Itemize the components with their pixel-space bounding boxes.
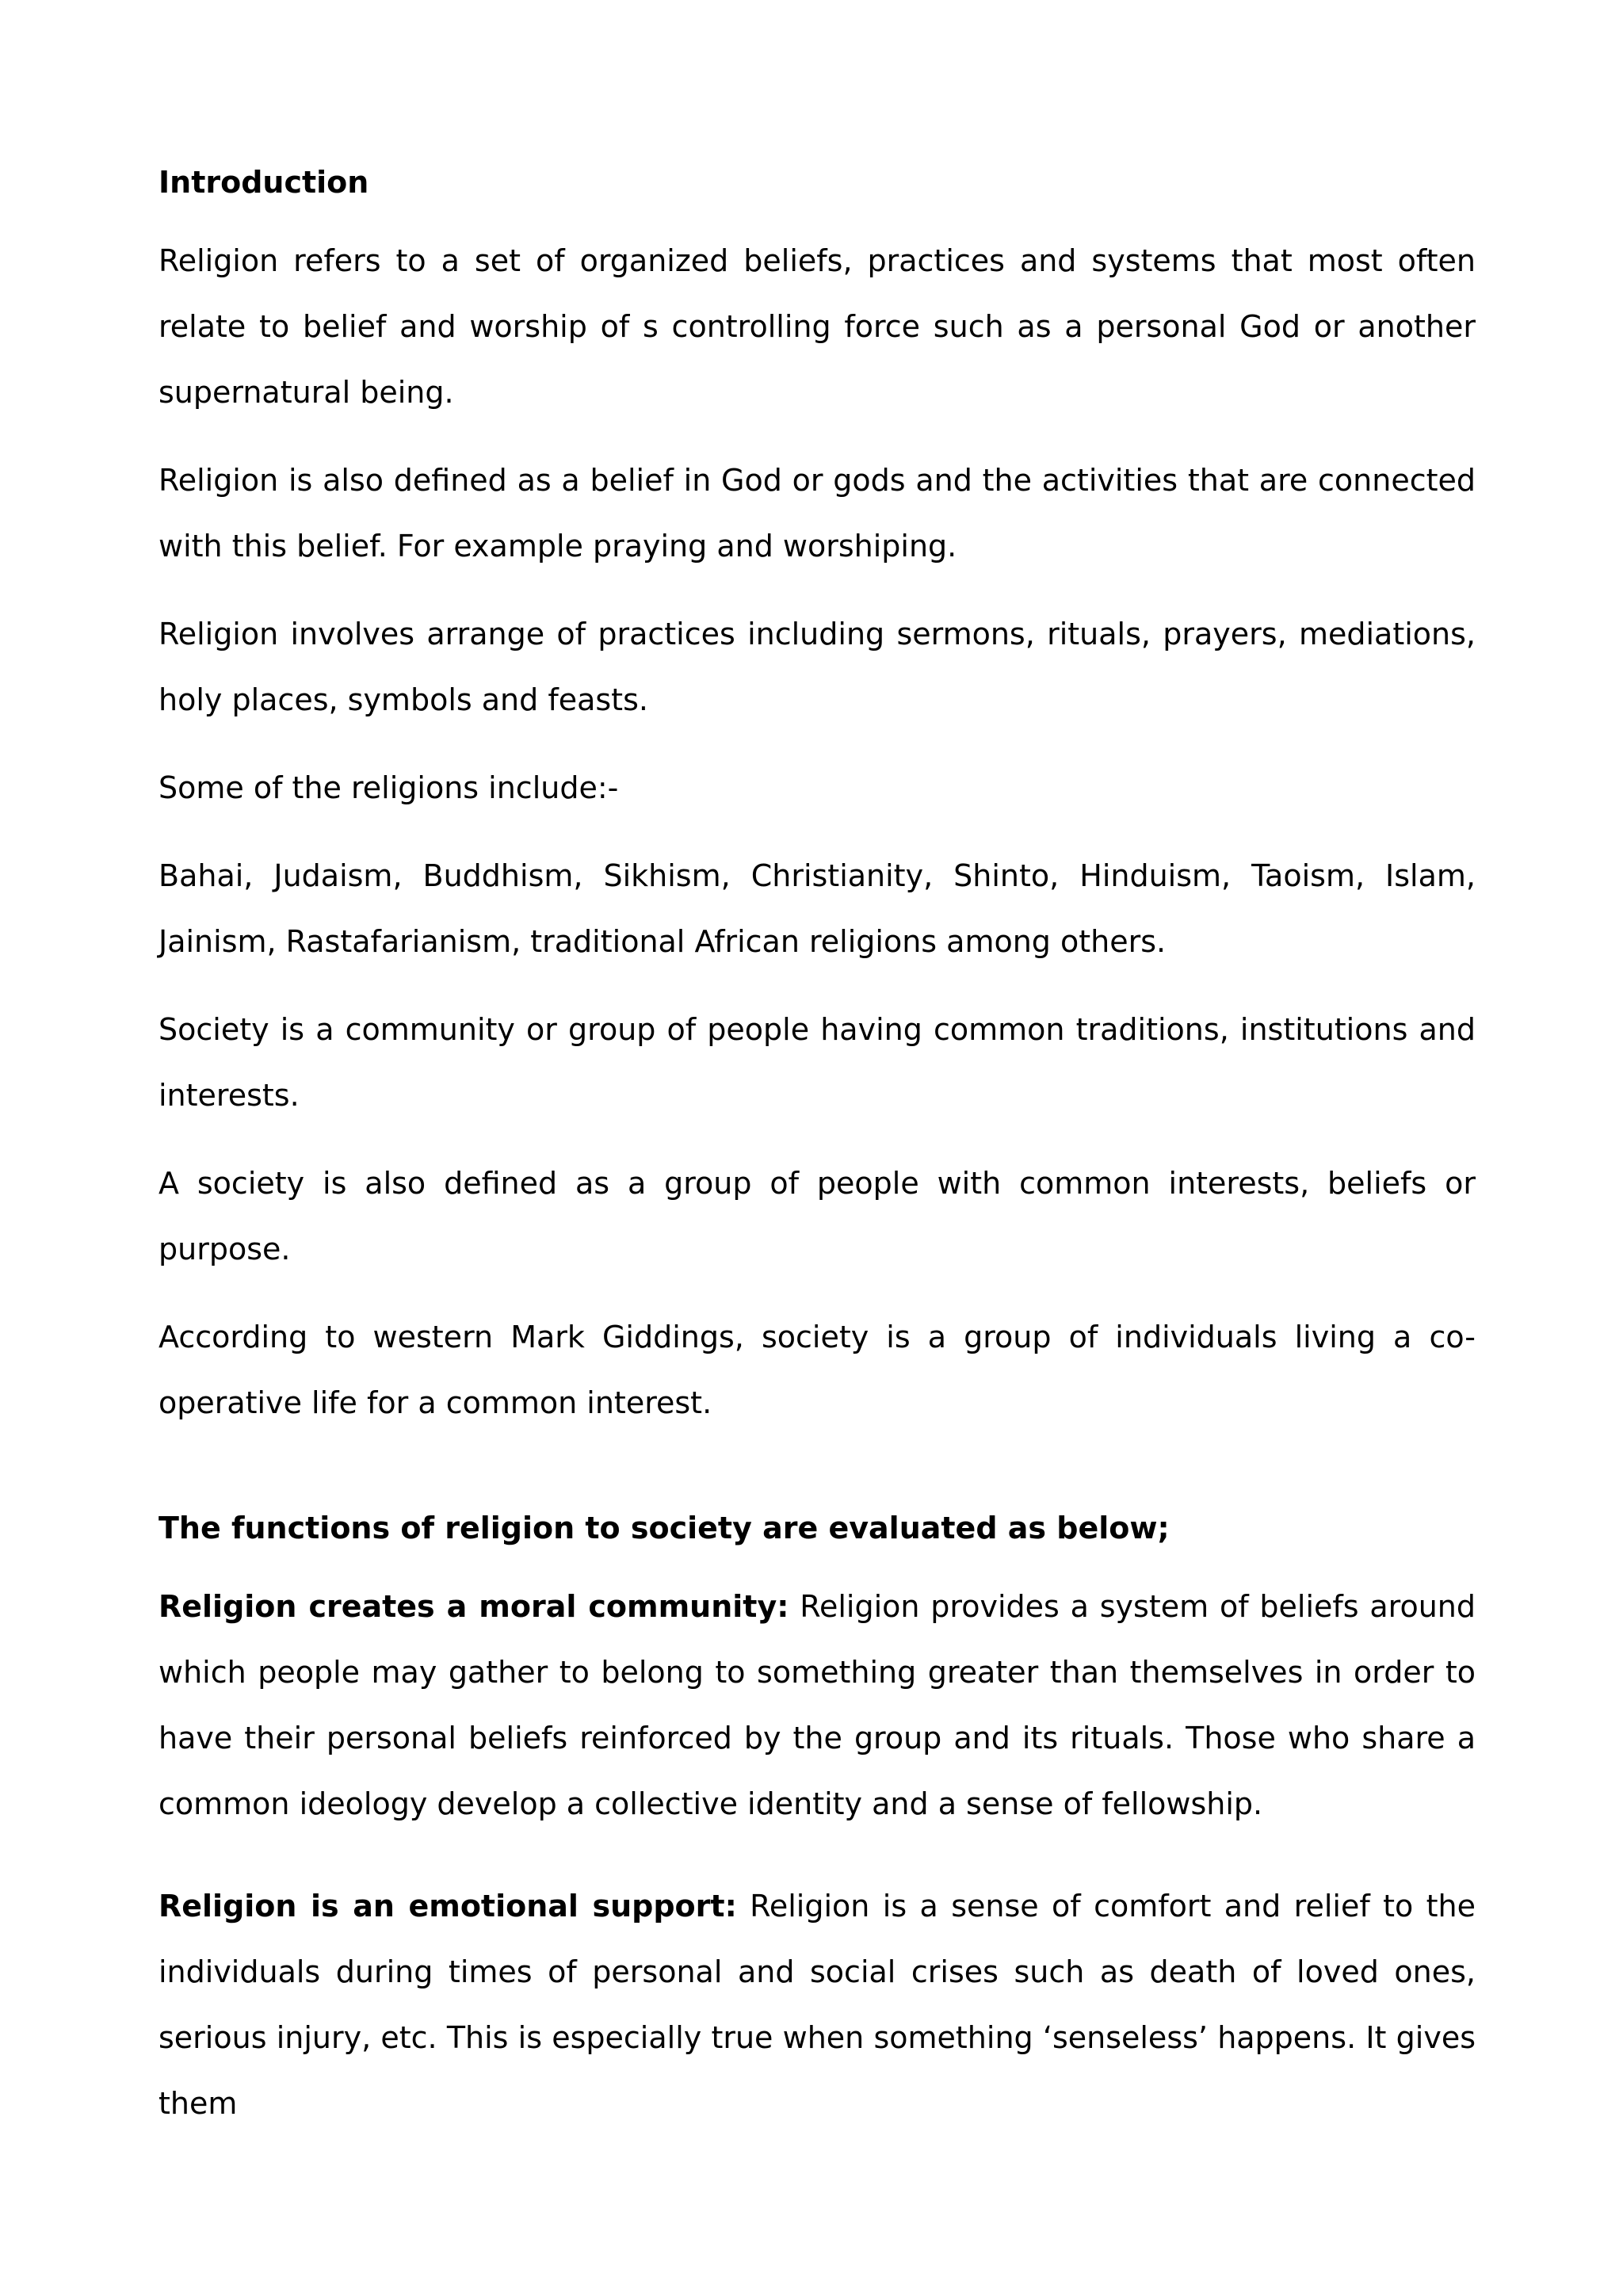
intro-paragraph-religions-list-intro: Some of the religions include:- [158,770,619,805]
intro-paragraph-religion-belief: Religion is also defined as a belief in God or gods and the activities that are connected with this belief. For example praying and worshiping. [158,463,1476,563]
intro-heading: Introduction [158,165,369,200]
function-item-emotional-support [158,1874,1476,2137]
functions-heading: The functions of religion to society are evaluated as below; [158,1511,1170,1545]
document-body [158,159,1476,2159]
intro-paragraph-giddings: According to western Mark Giddings, society is a group of individuals living a co-operative life for a common interest. [158,1320,1476,1420]
function-text: Religion provides a system of beliefs around which people may gather to belong to something greater than themselves in order to have their personal beliefs reinforced by the group and its rituals. Those who share a common ideology develop a collective identity and a sense of fellowship. [158,1589,1476,1821]
intro-paragraph-religion-practices: Religion involves arrange of practices including sermons, rituals, prayers, mediations, holy places, symbols and feasts. [158,617,1476,717]
intro-paragraph-religion-definition: Religion refers to a set of organized beliefs, practices and systems that most often relate to belief and worship of s controlling force such as a personal God or another supernatural being. [158,243,1476,410]
intro-paragraph-society-alt-definition: A society is also defined as a group of people with common interests, beliefs or purpose. [158,1166,1476,1266]
paragraph-gap [158,1859,1476,1874]
intro-paragraph-religions-list: Bahai, Judaism, Buddhism, Sikhism, Christianity, Shinto, Hinduism, Taoism, Islam, Jainism, Rastafarianism, traditional African religions among others. [158,858,1476,959]
function-item-moral-community [158,1574,1476,1837]
function-lead: Religion is an emotional support: [158,1889,737,1924]
function-text: Religion is a sense of comfort and relief to the individuals during times of personal and social crises such as death of loved ones, serious injury, etc. This is especially true when something ‘senseless’ happens. It gives them [158,1889,1476,2121]
function-lead: Religion creates a moral community: [158,1589,789,1624]
section-spacer [158,1458,1476,1504]
intro-paragraph-society-definition: Society is a community or group of people having common traditions, institutions and interests. [158,1012,1476,1113]
